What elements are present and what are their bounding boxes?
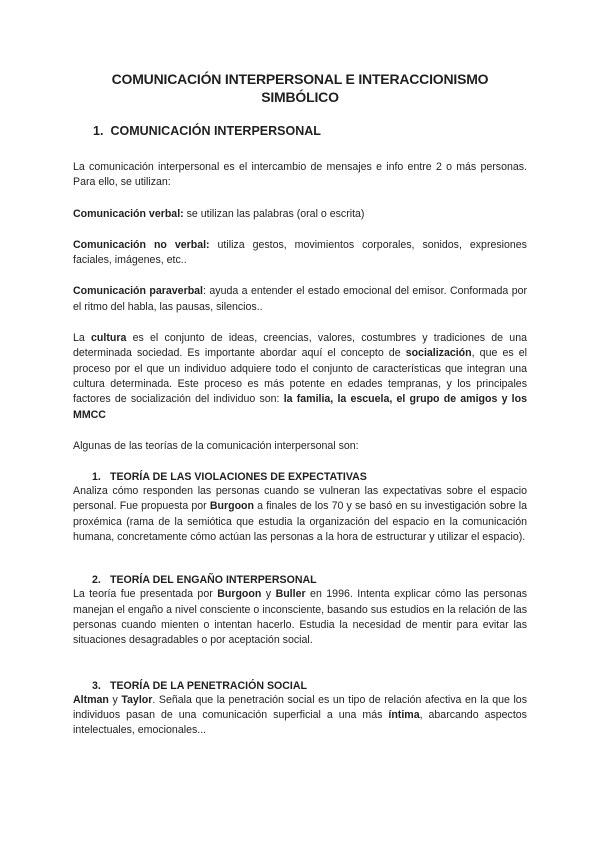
socializacion-term: socialización (405, 347, 472, 360)
theory-3-text-b: y (108, 693, 122, 706)
cultura-paragraph (73, 331, 527, 423)
cultura-text-3: , que es el proceso por el que un individuo adquiere todo el conjunto de características que integran una cultura determinada. Este proceso es más potente en edades tempranas, y los principales factores de socialización del individuo son: (73, 347, 527, 406)
theory-number: 2. (92, 574, 101, 587)
theory-heading-2 (92, 573, 527, 587)
theory-2-paragraph (73, 587, 527, 648)
theory-3-paragraph (73, 693, 527, 739)
theory-2-author-1: Burgoon (217, 588, 262, 601)
theory-2-text-e: en 1996. Intenta explicar cómo las personas manejan el engaño a nivel consciente o inconsciente, basando sus estudios en la relación de las personas cuando mienten o intentan hacerlo. Estudia la necesidad de mentir para evitar las situaciones desagradables o por aceptación social. (73, 588, 528, 647)
title-line-2: SIMBÓLICO (261, 89, 339, 105)
paraverbal-paragraph (73, 284, 527, 315)
intima-term: íntima (388, 708, 420, 721)
section-number: 1. (93, 124, 104, 138)
section-heading-1 (93, 124, 527, 138)
theory-1-author: Burgoon (209, 500, 255, 513)
theory-2-text-c: y (261, 588, 276, 601)
noverbal-text: utiliza gestos, movimientos corporales, sonidos, expresiones faciales, imágenes, etc.. (73, 238, 527, 267)
theory-1-paragraph (73, 484, 527, 545)
section-title: COMUNICACIÓN INTERPERSONAL (110, 124, 321, 138)
theory-1-text-a: Analiza cómo responden las personas cuando se vulneran las expectativas sobre el espacio personal. Fue propuesta por (73, 485, 527, 513)
theory-3-author-2: Taylor (121, 693, 153, 706)
document-title (73, 70, 527, 106)
theory-2-text-a: La teoría fue presentada por (73, 588, 218, 601)
theory-heading-3 (92, 679, 527, 693)
theory-title: TEORÍA DE LAS VIOLACIONES DE EXPECTATIVAS (110, 471, 367, 484)
verbal-paragraph (73, 207, 527, 222)
theory-1-text-c: a finales de los 70 y se basó en su investigación sobre la proxémica (rama de la semiótica que estudia la organización del espacio en la comunicación humana, concretamente cómo actúan las personas a la hora de estructurar y utilizar el espacio). (73, 500, 527, 544)
paraverbal-term: Comunicación paraverbal (73, 285, 204, 298)
theory-title: TEORÍA DEL ENGAÑO INTERPERSONAL (110, 574, 317, 587)
theory-number: 3. (92, 679, 101, 692)
theory-2-author-2: Buller (275, 588, 306, 601)
cultura-term: cultura (91, 332, 127, 345)
factores-term: la familia, la escuela, el grupo de amigos y los MMCC (73, 393, 527, 421)
cultura-text-2: es el conjunto de ideas, creencias, valores, costumbres y tradiciones de una determinada sociedad. Es importante abordar aquí el concepto de (73, 332, 527, 360)
cultura-text-1: La (73, 332, 92, 345)
theory-heading-1 (92, 470, 527, 484)
theory-number: 1. (92, 471, 101, 484)
title-line-1: COMUNICACIÓN INTERPERSONAL E INTERACCIONISMO (111, 71, 489, 87)
verbal-term: Comunicación verbal: (73, 207, 184, 220)
theory-title: TEORÍA DE LA PENETRACIÓN SOCIAL (110, 679, 307, 692)
theory-3-author-1: Altman (73, 693, 109, 706)
noverbal-paragraph (73, 238, 527, 269)
document-page (73, 70, 527, 738)
theory-3-text-f: , abarcando aspectos intelectuales, emocionales... (73, 708, 527, 737)
noverbal-term: Comunicación no verbal: (73, 238, 210, 251)
verbal-text: se utilizan las palabras (oral o escrita) (183, 207, 365, 220)
teorias-intro: Algunas de las teorías de la comunicación interpersonal son: (73, 439, 359, 452)
paraverbal-text: : ayuda a entender el estado emocional del emisor. Conformada por el ritmo del habla, las pausas, silencios.. (73, 285, 527, 313)
theory-3-text-d: . Señala que la penetración social es un tipo de relación afectiva en la que los individuos pasan de una comunicación superficial a una más (73, 693, 527, 721)
intro-paragraph: La comunicación interpersonal es el intercambio de mensajes e info entre 2 o más personas. Para ello, se utilizan: (73, 161, 527, 189)
